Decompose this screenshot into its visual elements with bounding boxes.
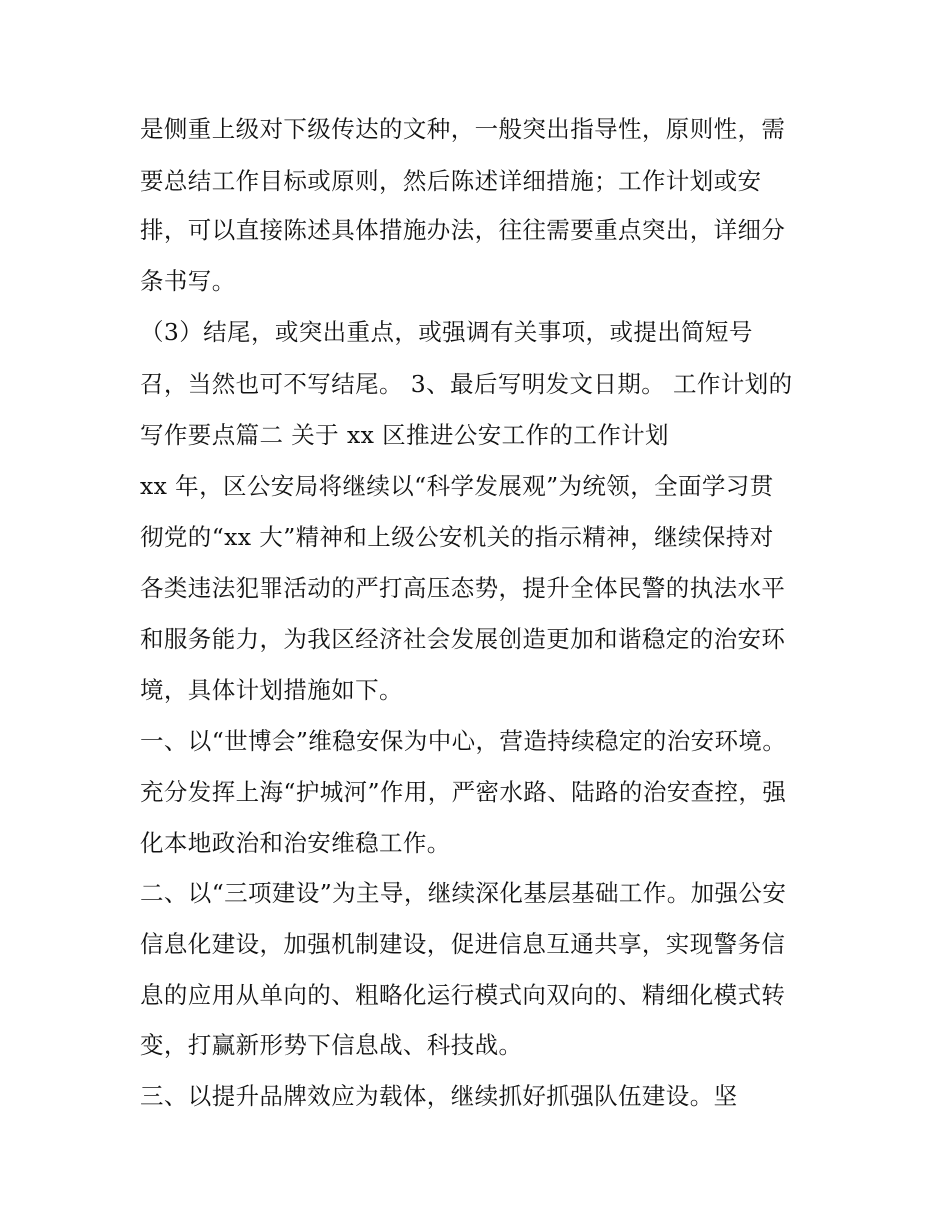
text-line: 息的应用从单向的、粗略化运行模式向双向的、精细化模式转	[140, 981, 786, 1009]
section-heading: 写作要点篇二 关于 xx 区推进公安工作的工作计划	[140, 421, 669, 449]
text-line: 二、以“三项建设”为主导，继续深化基层基础工作。加强公安	[140, 879, 787, 907]
text-line: 三、以提升品牌效应为载体，继续抓好抓强队伍建设。坚	[140, 1082, 738, 1110]
text-line: （3）结尾，或突出重点，或强调有关事项，或提出简短号	[140, 318, 753, 346]
text-line: 和服务能力，为我区经济社会发展创造更加和谐稳定的治安环	[140, 625, 786, 653]
text-line: 一、以“世博会”维稳安保为中心，营造持续稳定的治安环境。	[140, 727, 787, 755]
text-line: 条书写。	[140, 267, 236, 295]
text-line: 是侧重上级对下级传达的文种，一般突出指导性，原则性，需	[140, 115, 786, 143]
text-line: 要总结工作目标或原则，然后陈述详细措施；工作计划或安	[140, 167, 762, 195]
text-line: 信息化建设，加强机制建设，促进信息互通共享，实现警务信	[140, 930, 786, 958]
text-line: xx 年，区公安局将继续以“科学发展观”为统领，全面学习贯	[140, 472, 774, 500]
text-line: 化本地政治和治安维稳工作。	[140, 829, 451, 857]
text-line: 充分发挥上海“护城河”作用，严密水路、陆路的治安查控，强	[140, 778, 787, 806]
text-line: 变，打赢新形势下信息战、科技战。	[140, 1031, 523, 1059]
text-line: 排，可以直接陈述具体措施办法，往往需要重点突出，详细分	[140, 216, 786, 244]
text-line: 召，当然也可不写结尾。 3、最后写明发文日期。 工作计划的	[140, 370, 793, 398]
text-line: 各类违法犯罪活动的严打高压态势，提升全体民警的执法水平	[140, 574, 786, 602]
text-line: 境，具体计划措施如下。	[140, 676, 403, 704]
text-line: 彻党的“xx 大”精神和上级公安机关的指示精神，继续保持对	[140, 523, 774, 551]
